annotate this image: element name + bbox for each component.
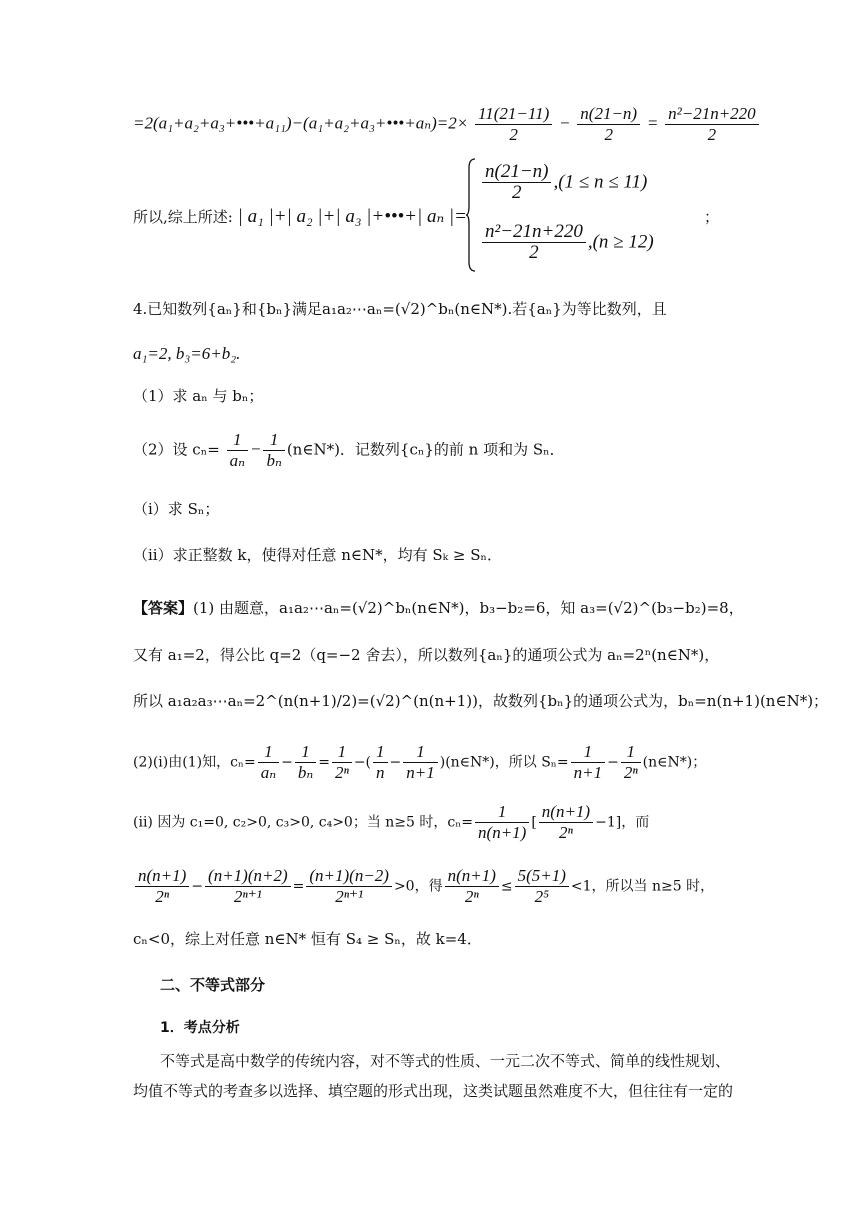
summary-label: 所以,综上所述: [133,208,233,226]
semicolon: ； [704,208,720,226]
q4-line-2: a₁=2, b₃=6+b₂. [133,344,241,363]
section-heading-inequality: 二、不等式部分 [160,976,266,994]
summary-expr: | a₁ |+| a₂ |+| a₃ |+•••+| aₙ |= [237,206,467,227]
left-brace-icon [466,158,476,272]
eq1-frac-2: $\frac{n(21-n)}{2}$ [577,104,640,145]
answer-line-7: cₙ<0，综上对任意 n∈N* 恒有 S₄ ≥ Sₙ，故 k=4． [133,930,482,948]
q4-part-2: （2）设 cₙ= $\frac{1}{\text{aₙ}}$ − $\frac{1}{\text{bₙ}}$ (n∈N*)．记数列{cₙ}的前 n 项和为 Sₙ． [133,430,565,470]
case-1: $\frac{n(21-n)}{2}$ ,(1 ≤ n ≤ 11) [480,162,647,203]
answer-line-5: (ii) 因为 c₁=0, c₂>0, c₃>0, c₄>0；当 n≥5 时，cₙ= $\frac{1}{n(n+1)}$ [ $\frac{n(n+1)}{\text{2ⁿ}}$ −1]，而 [133,802,650,842]
q4-part-1: （1）求 aₙ 与 bₙ； [133,387,264,405]
answer-tag: 【答案】 [133,599,194,617]
equation-line-1: =2(a₁+a₂+a₃+•••+a₁₁)−(a₁+a₂+a₃+•••+aₙ)=2× $\frac{11(21-11)}{2}$ − $\frac{n(21-n)}{2}$ = $\frac{\text{n²−21n+220}}{2}$ [133,104,733,145]
answer-line-4: (2)(i)由(1)知，cₙ= $\frac{1}{\text{aₙ}}$ − $\frac{1}{\text{bₙ}}$ = $\frac{1}{\text{2ⁿ}}$ −( $\frac{1}{n}$ − $\frac{1}{n+1}$ )(n∈N*)，所以 Sₙ= $\frac{1}{n+1}$ − $\frac{1}{\text{2ⁿ}}$ (n∈N*)； [133,742,707,782]
eq1-frac-3: $\frac{\text{n²−21n+220}}{2}$ [665,104,759,145]
case-2: $\frac{\text{n²−21n+220}}{2}$ ,(n ≥ 12) [480,222,654,263]
answer-line-6: $\frac{n(n+1)}{\text{2ⁿ}}$ − $\frac{(n+1)(n+2)}{\text{2ⁿ⁺¹}}$ = $\frac{(n+1)(n-2)}{\text{2ⁿ⁺¹}}$ >0，得 $\frac{n(n+1)}{\text{2ⁿ}}$ ≤ $\frac{5(5+1)}{\text{2⁵}}$ <1，所以当 n≥5 时， [133,866,733,907]
answer-line-3: 所以 a₁a₂a₃⋯aₙ=2^(n(n+1)/2)=(√2)^(n(n+1))，故数列{bₙ}的通项公式为，bₙ=n(n+1)(n∈N*)； [133,692,829,710]
answer-line-2: 又有 a₁=2，得公比 q=2（q=−2 舍去），所以数列{aₙ}的通项公式为 aₙ=2ⁿ(n∈N*)， [133,646,720,664]
paragraph-line-2: 均值不等式的考查多以选择、填空题的形式出现，这类试题虽然难度不大，但往往有一定的 [133,1082,734,1100]
paragraph-line-1: 不等式是高中数学的传统内容，对不等式的性质、一元二次不等式、简单的线性规划、 [160,1052,731,1070]
eq1-frac-1: $\frac{11(21-11)}{2}$ [475,104,552,145]
answer-line-1: 【答案】(1) 由题意，a₁a₂⋯aₙ=(√2)^bₙ(n∈N*)，b₃−b₂=6，知 a₃=(√2)^(b₃−b₂)=8， [133,599,744,617]
q4-part-i: （i）求 Sₙ； [133,500,220,518]
eq1-lhs: =2(a₁+a₂+a₃+•••+a₁₁)−(a₁+a₂+a₃+•••+aₙ)=2× [133,113,469,133]
q4-line-1: 4.已知数列{aₙ}和{bₙ}满足a₁a₂⋯aₙ=(√2)^bₙ(n∈N*).若{aₙ}为等比数列，且 [133,300,667,318]
q4-part-ii: （ii）求正整数 k，使得对任意 n∈N*，均有 Sₖ ≥ Sₙ． [133,546,502,564]
subsection-heading-analysis: 1．考点分析 [160,1020,240,1036]
piecewise-cases [466,158,676,274]
